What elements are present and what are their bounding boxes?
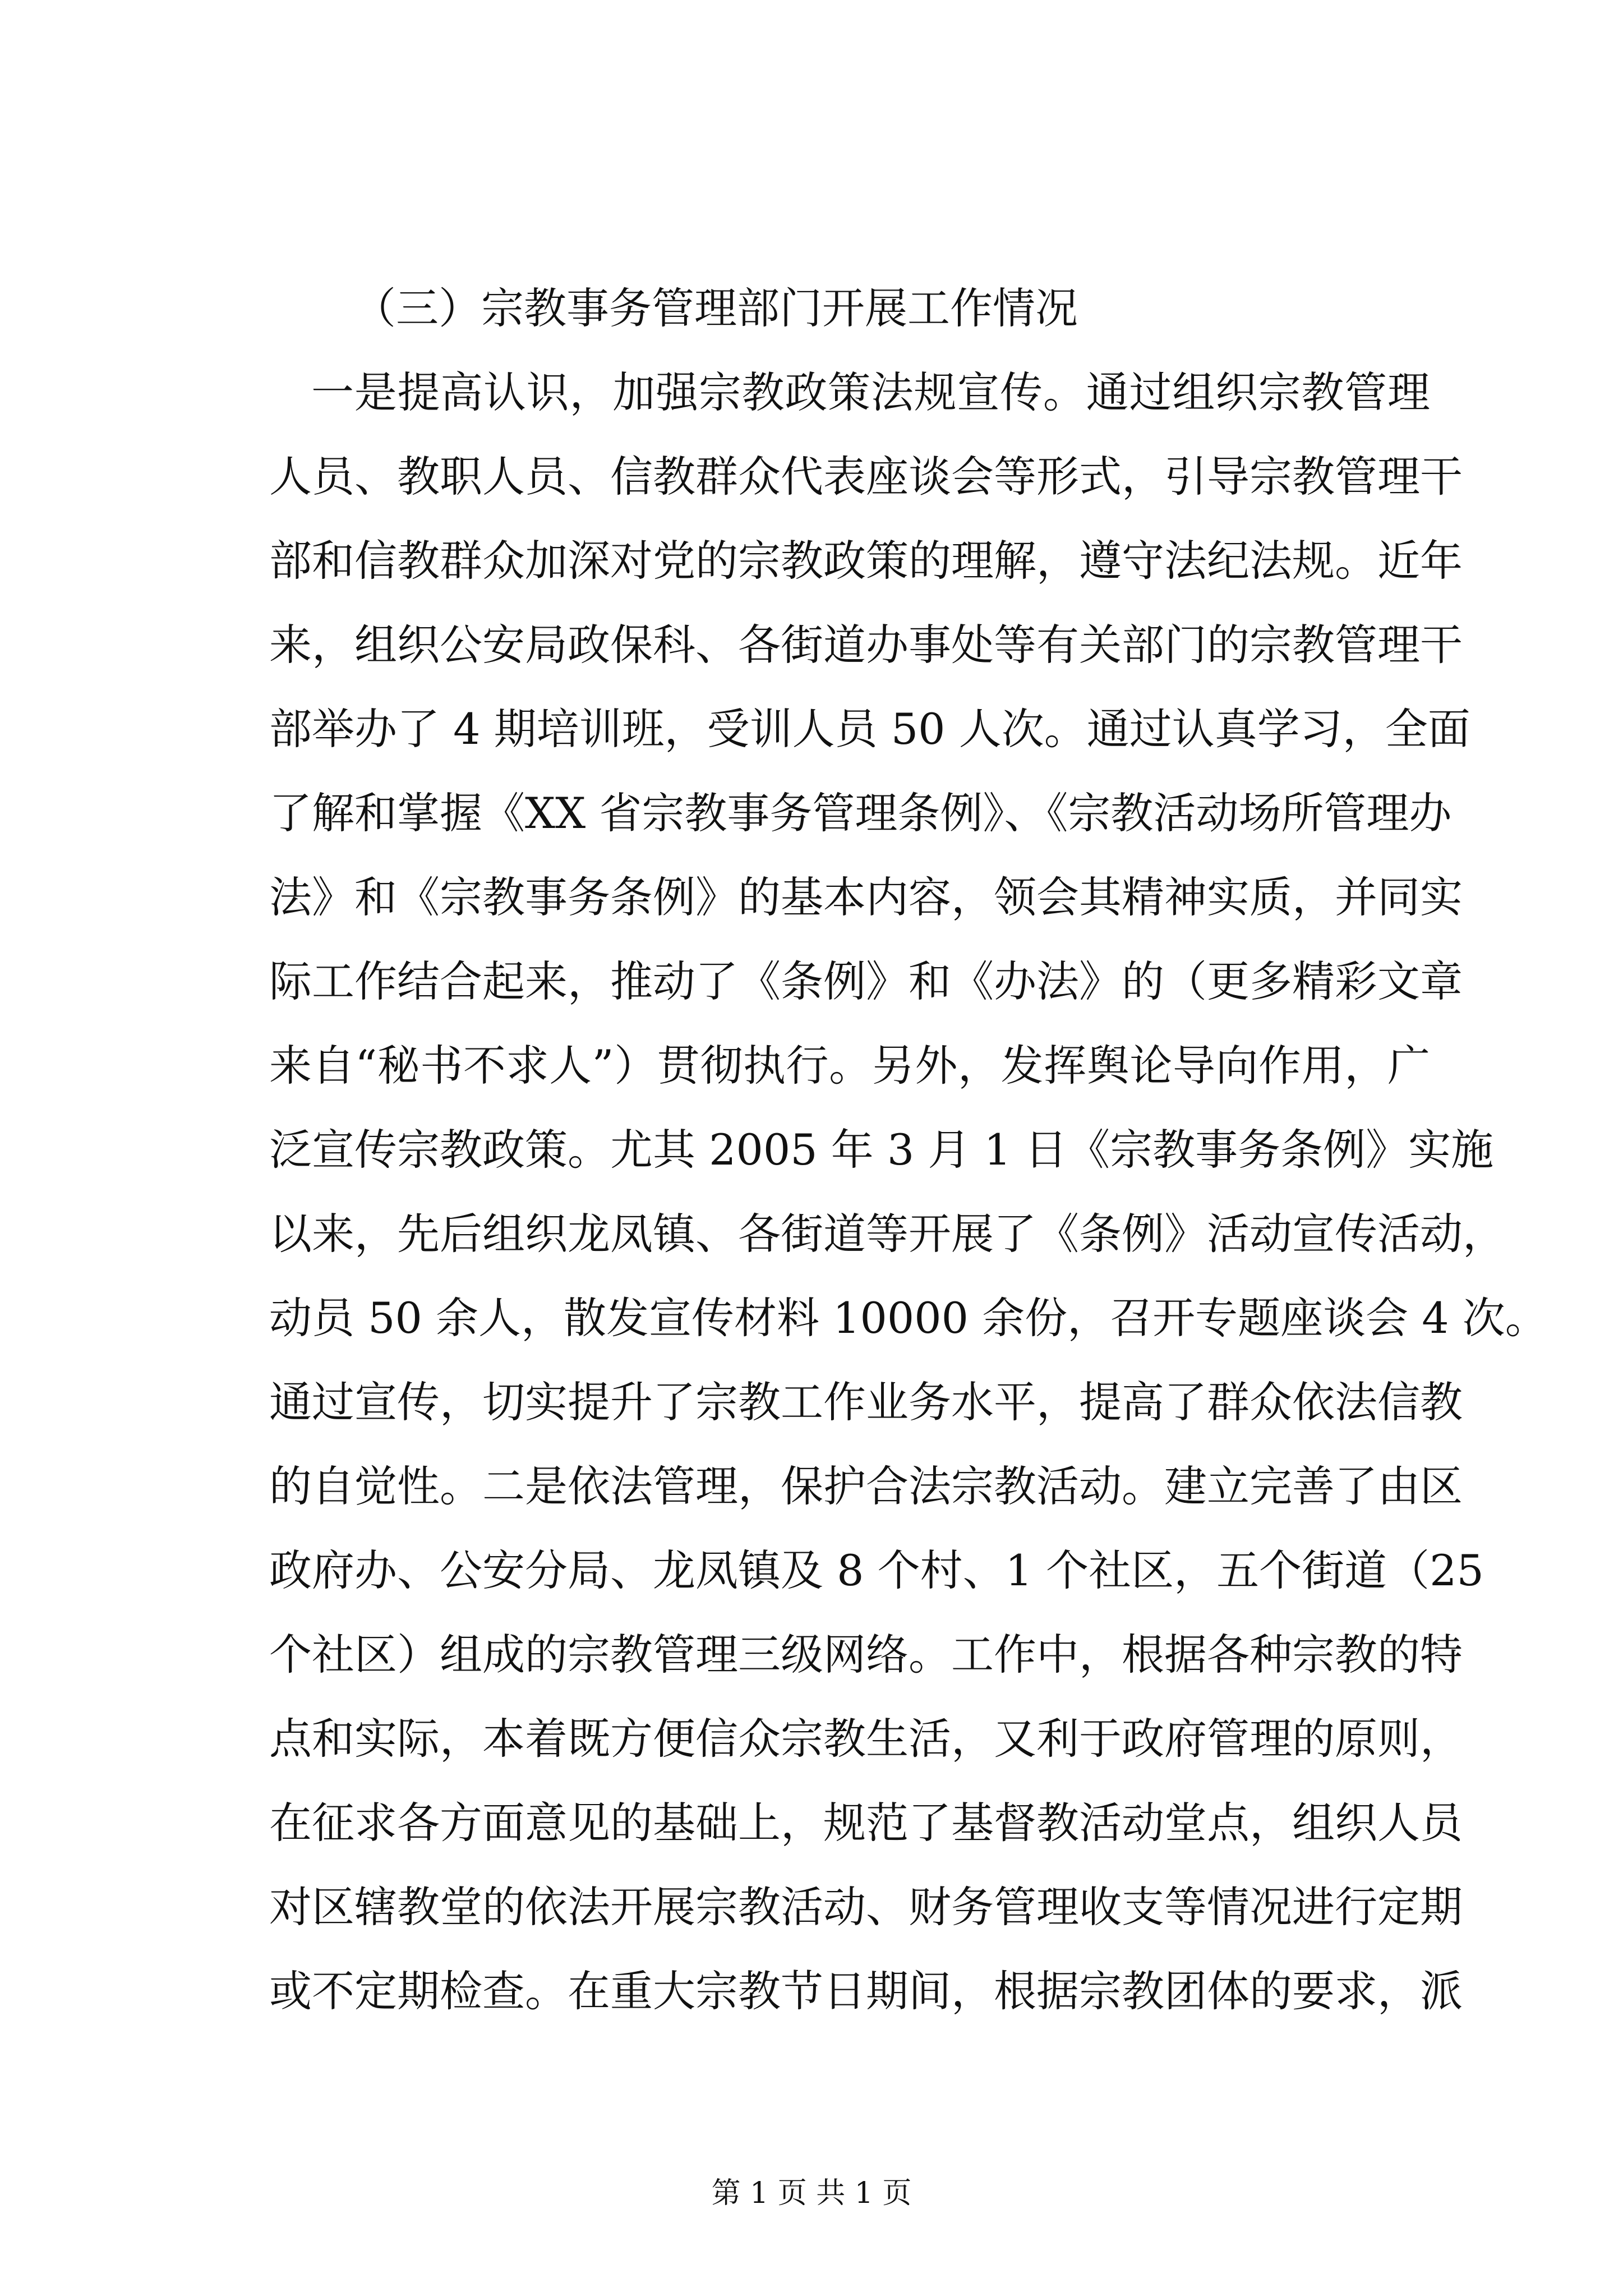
paragraph-line: 或不定期检查。在重大宗教节日期间，根据宗教团体的要求，派 — [269, 1966, 1463, 2016]
paragraph-line: 的自觉性。二是依法管理，保护合法宗教活动。建立完善了由区 — [269, 1461, 1463, 1511]
paragraph-line: 部和信教群众加深对党的宗教政策的理解，遵守法纪法规。近年 — [269, 536, 1463, 586]
paragraph-line: 点和实际，本着既方便信众宗教生活，又利于政府管理的原则， — [269, 1714, 1463, 1764]
paragraph-line: 以来，先后组织龙凤镇、各街道等开展了《条例》活动宣传活动， — [269, 1209, 1505, 1259]
paragraph-line: 泛宣传宗教政策。尤其 2005 年 3 月 1 日《宗教事务条例》实施 — [269, 1125, 1494, 1175]
paragraph-line: 一是提高认识，加强宗教政策法规宣传。通过组织宗教管理 — [311, 367, 1430, 417]
paragraph-line: 人员、教职人员、信教群众代表座谈会等形式，引导宗教管理干 — [269, 452, 1463, 501]
page-number-footer: 第 1 页 共 1 页 — [711, 2177, 912, 2210]
document-body — [269, 266, 1548, 2033]
paragraph-line: 政府办、公安分局、龙凤镇及 8 个村、1 个社区，五个街道（25 — [269, 1545, 1484, 1595]
paragraph-line: 部举办了 4 期培训班，受训人员 50 人次。通过认真学习，全面 — [269, 704, 1470, 754]
paragraph-line: 对区辖教堂的依法开展宗教活动、财务管理收支等情况进行定期 — [269, 1882, 1463, 1932]
paragraph-line: 际工作结合起来，推动了《条例》和《办法》的（更多精彩文章 — [269, 956, 1463, 1006]
body-paragraph — [269, 351, 1548, 2033]
paragraph-line: 法》和《宗教事务条例》的基本内容，领会其精神实质，并同实 — [269, 872, 1463, 922]
paragraph-line: 了解和掌握《XX 省宗教事务管理条例》、《宗教活动场所管理办 — [269, 788, 1452, 838]
paragraph-line: 来，组织公安局政保科、各街道办事处等有关部门的宗教管理干 — [269, 620, 1463, 670]
paragraph-line: 通过宣传，切实提升了宗教工作业务水平，提高了群众依法信教 — [269, 1377, 1463, 1427]
paragraph-line: 个社区）组成的宗教管理三级网络。工作中，根据各种宗教的特 — [269, 1630, 1463, 1680]
paragraph-line: 动员 50 余人，散发宣传材料 10000 余份，召开专题座谈会 4 次。 — [269, 1293, 1548, 1343]
paragraph-line: 在征求各方面意见的基础上，规范了基督教活动堂点，组织人员 — [269, 1798, 1463, 1848]
section-heading: （三）宗教事务管理部门开展工作情况 — [353, 283, 1078, 333]
paragraph-line: 来自“秘书不求人”）贯彻执行。另外，发挥舆论导向作用，广 — [269, 1041, 1430, 1091]
